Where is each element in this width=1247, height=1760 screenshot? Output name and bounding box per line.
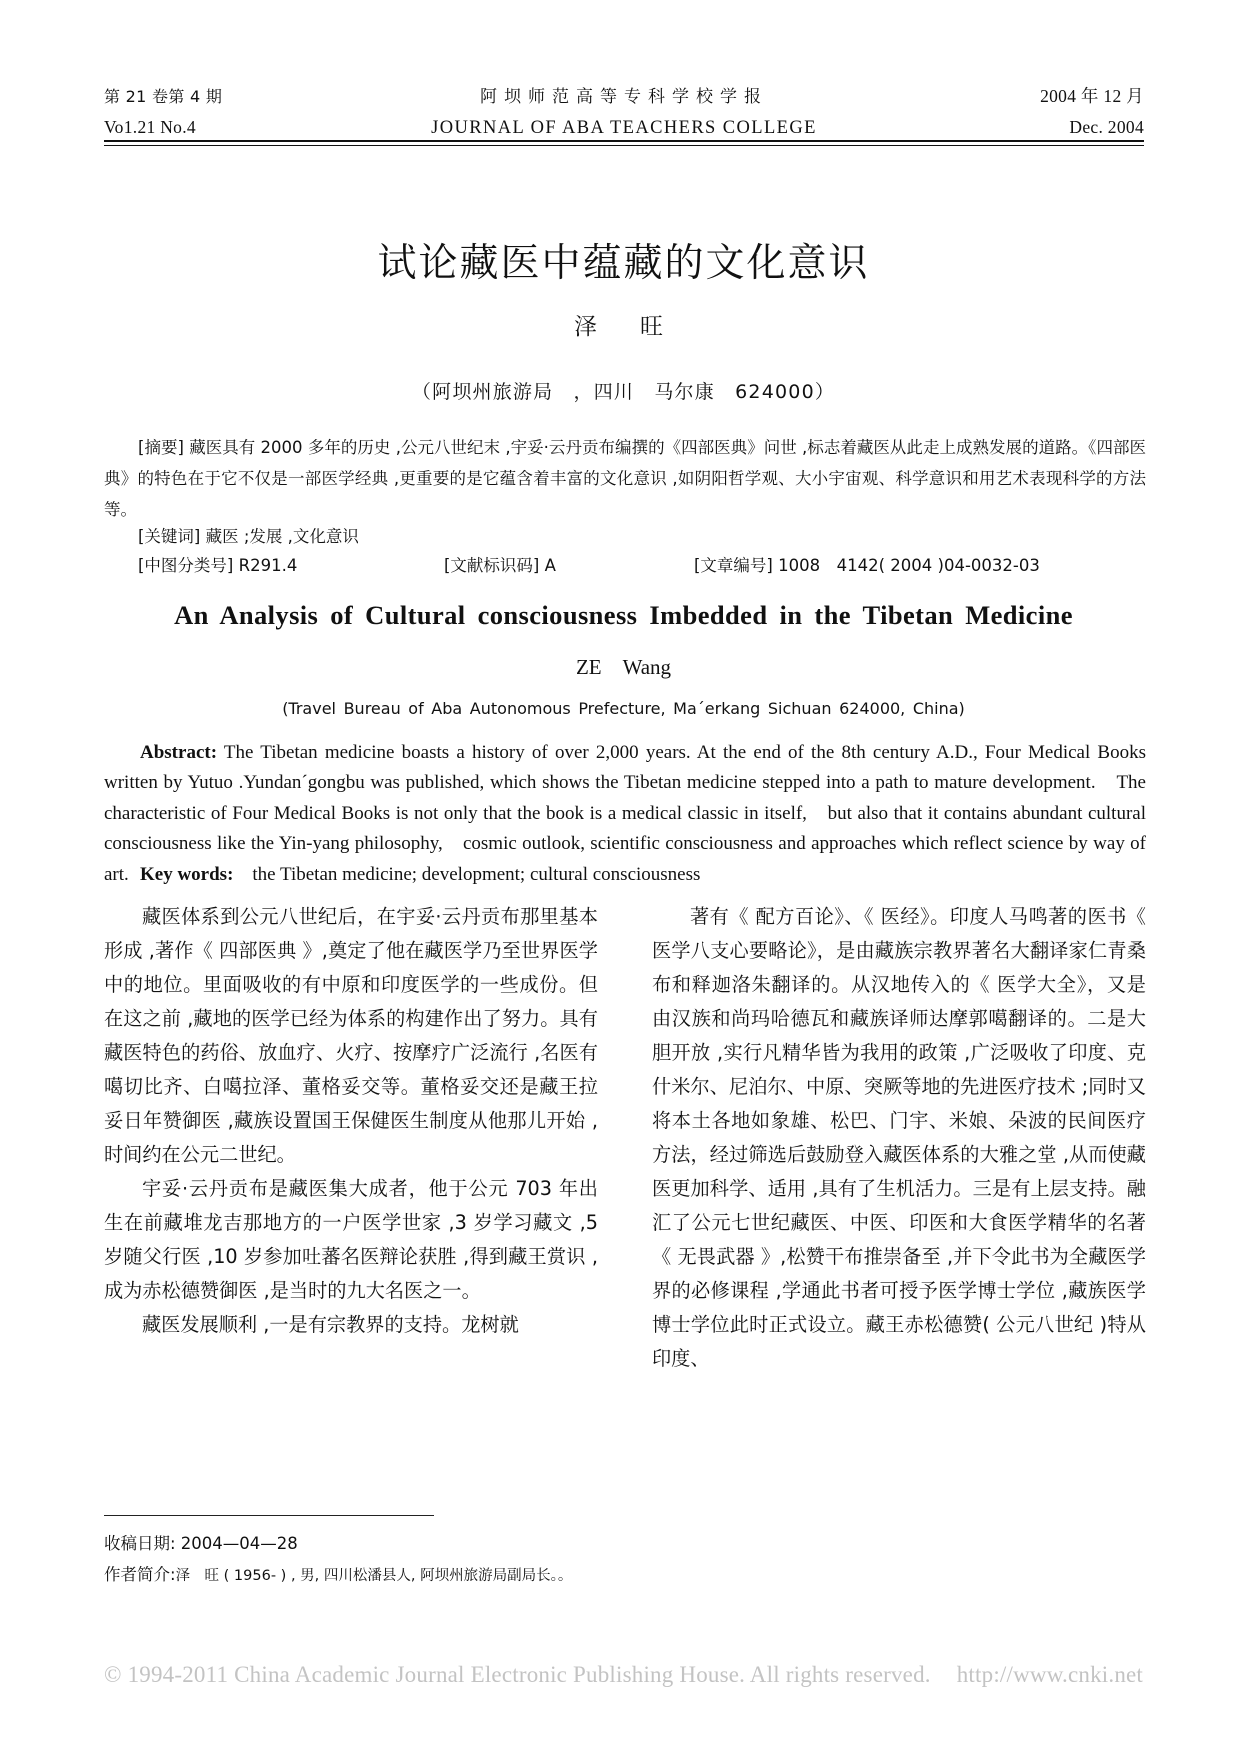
author-name-cn: 泽 旺 — [574, 314, 673, 340]
body-column-left — [104, 900, 598, 1376]
cnki-url[interactable]: http://www.cnki.net — [956, 1662, 1144, 1687]
abstract-cn: [摘要] 藏医具有 2000 多年的历史 ,公元八世纪末 ,宇妥·云丹贡布编撰的《四部医典》问世 ,标志着藏医从此走上成熟发展的道路。《四部医典》的特色在于它不仅是一部医学经典 ,更重要的是它蕴含着丰富的文化意识 ,如阴阳哲学观、大小宇宙观、科学意识和用艺术表现科学的方法等。 — [104, 438, 1146, 519]
document-code: [文献标识码] A — [444, 556, 556, 575]
volume-issue-cn: 第 21 卷第 4 期 — [104, 87, 223, 106]
author-name-en: ZE Wang — [575, 655, 672, 679]
masthead-row-bottom — [104, 117, 1144, 139]
journal-name-en: JOURNAL OF ABA TEACHERS COLLEGE — [431, 118, 817, 138]
keywords-en-text: the Tibetan medicine; development; cultural consciousness — [233, 864, 701, 885]
copyright-text: © 1994-2011 China Academic Journal Electronic Publishing House. All rights reserved. — [103, 1662, 931, 1687]
keywords-en — [104, 860, 1146, 890]
paragraph: 著有《 配方百论》、《 医经》。印度人马鸣著的医书《 医学八支心要略论》，是由藏族宗教界著名大翻译家仁青桑布和释迦洛朱翻译的。从汉地传入的《 医学大全》，又是由汉族和尚玛哈德瓦和藏族译师达摩郭噶翻译的。二是大胆开放 ,实行凡精华皆为我用的政策 ,广泛吸收了印度、克什米尔、尼泊尔、中原、突厥等地的先进医疗技术 ;同时又将本土各地如象雄、松巴、门宇、米娘、朵波的民间医疗方法，经过筛选后鼓励登入藏医体系的大雅之堂 ,从而使藏医更加科学、适用 ,具有了生机活力。三是有上层支持。融汇了公元七世纪藏医、中医、印医和大食医学精华的名著《 无畏武器 》,松赞干布推崇备至 ,并下令此书为全藏医学界的必修课程 ,学通此书者可授予医学博士学位 ,藏族医学博士学位此时正式设立。藏王赤松德赞( 公元八世纪 )特从印度、 — [652, 905, 1146, 1370]
article-id: [文章编号] 1008 4142( 2004 )04-0032-03 — [694, 556, 1040, 575]
footnote-block — [104, 1528, 1146, 1592]
issue-date-en: Dec. 2004 — [1069, 117, 1144, 137]
abstract-en-text: The Tibetan medicine boasts a history of over 2,000 years. At the end of the 8th century A.D., Four Medical Books written by Yutuo .Yundan´gongbu was published, which shows the Tibetan medicine stepped into a path to mature development. The characteristic of Four Medical Books is not only that the book is a medical classic in itself, but also that it contains abundant cultural consciousness like the Yin-yang philosophy, cosmic outlook, scientific consciousness and approaches which reflect science by way of art. — [104, 742, 1146, 885]
page-title-cn: 试论藏医中蕴藏的文化意识 — [377, 241, 870, 286]
author-bio-label: 作者简介: — [104, 1565, 176, 1584]
received-date: 收稿日期: 2004—04—28 — [104, 1534, 298, 1553]
cnki-footer — [0, 1662, 1247, 1688]
paragraph: 藏医体系到公元八世纪后，在宇妥·云丹贡布那里基本形成 ,著作《 四部医典 》,奠定了他在藏医学乃至世界医学中的地位。里面吸收的有中原和印度医学的一些成份。但在这之前 ,藏地的医学已经为体系的构建作出了努力。具有藏医特色的药俗、放血疗、火疗、按摩疗广泛流行 ,名医有噶切比齐、白噶拉泽、董格妥交等。董格妥交还是藏王拉妥日年赞御医 ,藏族设置国王保健医生制度从他那儿开始 ,时间约在公元二世纪。 — [104, 905, 598, 1166]
abstract-en-label: Abstract: — [140, 742, 218, 763]
volume-issue-en: Vo1.21 No.4 — [104, 117, 196, 137]
paragraph: 宇妥·云丹贡布是藏医集大成者，他于公元 703 年出生在前藏堆龙吉那地方的一户医学世家 ,3 岁学习藏文 ,5 岁随父行医 ,10 岁参加吐蕃名医辩论获胜 ,得到藏王赏识 ,成为赤松德赞御医 ,是当时的九大名医之一。 — [104, 1177, 598, 1302]
keywords-en-label: Key words: — [140, 864, 234, 885]
article-body — [104, 900, 1146, 1376]
page-title-en: An Analysis of Cultural consciousness Imbedded in the Tibetan Medicine — [174, 600, 1073, 630]
clc-number: [中图分类号] R291.4 — [138, 556, 298, 575]
classification-row — [104, 550, 1146, 581]
author-affiliation-en: (Travel Bureau of Aba Autonomous Prefecture, Ma´erkang Sichuan 624000, China) — [282, 699, 965, 718]
paragraph: 藏医发展顺利 ,一是有宗教界的支持。龙树就 — [142, 1313, 519, 1336]
author-bio — [104, 1559, 1146, 1592]
author-bio-text: 泽 旺 ( 1956- ) , 男, 四川松潘县人, 阿坝州旅游局副局长。。 — [175, 1568, 573, 1584]
journal-name-cn: 阿坝师范高等专科学校学报 — [480, 87, 768, 107]
keywords-cn: [关键词] 藏医 ;发展 ,文化意识 — [138, 527, 359, 546]
masthead-divider — [104, 140, 1144, 146]
author-affiliation-cn: （阿坝州旅游局 ，四川 马尔康 624000） — [411, 381, 836, 403]
masthead — [104, 82, 1144, 139]
footnote-divider — [104, 1515, 434, 1516]
body-column-right — [652, 900, 1146, 1376]
masthead-row-top — [104, 82, 1144, 108]
issue-date-cn: 2004 年 12 月 — [1040, 86, 1144, 106]
